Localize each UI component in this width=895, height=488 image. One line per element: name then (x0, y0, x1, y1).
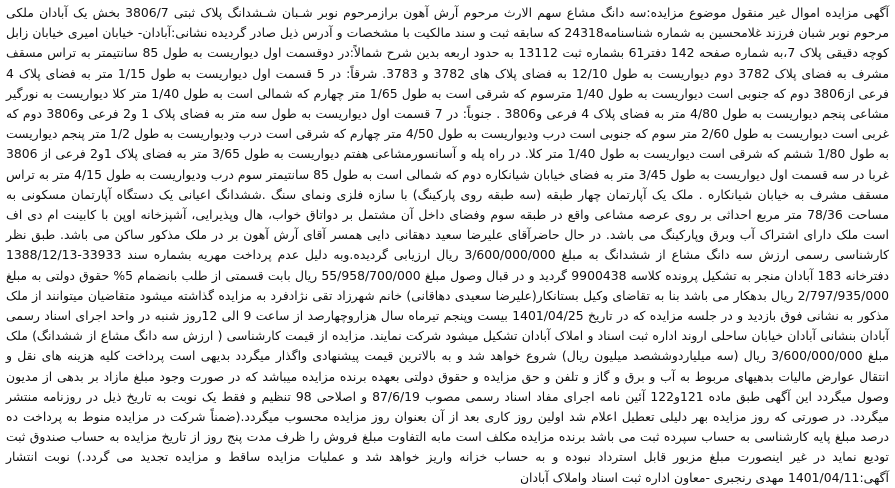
auction-notice-text: آگهی مزایده اموال غیر منقول موضوع مزایده:سه دانگ مشاع سهم الارث مرحوم آرش آهون برازمرحوم نوبر شـبان شـشدانگ پلاک ثبتی 3806/7 بخش یک آبادان ملکی مرحوم نوبر شبان فرزند غلامحسین به شماره شناسنامه24318 که سابقه ثبت و سند مالکیت با مشخصات و آدرس ذیل صادر گردیده نشانی:آبادان- خیابان امیری خیابان زابل کوچه دقیقی پلاک 7،به شماره صفحه 142 دفتر61 بشماره ثبت 13112 به حدود اربعه بدین شرح شمالاً:در دوقسمت اول دیواریست به طول 85 سانتیمتر به تراس مسقف مشرف به فضای پلاک 3782 دوم دیواریست به طول 12/10 به فضای پلاک های 3782 و 3783. شرقاً: در 5 قسمت اول دیواریست به طول 1/15 متر به فضای پلاک 4 فرعی از3806 دوم که جنوبی است دیواریست به طول 1/40 مترسوم که شرقی است به طول 1/65 متر چهارم که شمالی است به طول 1/40 متر کلا دیواریست به نورگیر مشاعی پنجم دیواریست به طول 4/80 متر به فضای پلاک 4 فرعی و3806 . جنوباً: در 7 قسمت اول دیواریست به طول سه متر به فضای پلاک 1 و2 فرعی و3806 دوم که غربی است دیواریست به طول 2/60 متر سوم که جنوبی است درب ودیواریست به طول 4/50 متر چهارم که شرقی است درب ودیواریست به طول 1/2 متر پنجم دیواریست به طول 1/80 ششم که شرقی است دیواریست به طول 1/40 متر کلا. در راه پله و آسانسورمشاعی هفتم دیواریست به طول 3/65 متر به فضای پلاک 1و2 فرعی از 3806 غربا در سه قسمت اول دیواریست به طول 3/45 متر به فضای خیابان شیانکاره دوم که شمالی است به طول 85 سانتیمتر سوم درب ودیواریست به طول 4/15 متر به تراس مسقف مشرف به خیابان شیانکاره . ملک یک آپارتمان چهار طبقه (سه طبقه روی پارکینگ) با سازه فلزی ونمای سنگ .ششدانگ اعیانی یک دستگاه آپارتمان مسکونی به مساحت 78/36 متر مربع احداثی بر روی عرصه مشاعی واقع در طبقه سوم وفضای داخل آن مشتمل بر دواتاق خواب، هال وپذیرایی، آشپزخانه اوپن با کابینت ام دی اف است ملک دارای اشتراک آب وبرق وپارکینگ می باشد. در حال حاضرآقای علیرضا سعید دهقانی دایی همسر آقای آرش آهون بر در ملک مذکور ساکن می باشد. طبق نظر کارشناسی رسمی ارزش سه دانگ مشاع از ششدانگ به مبلغ 3/600/000/000 ریال ارزیابی گردیده.وبه دلیل عدم پرداخت مهریه بشماره سند 33933-1388/12/13 دفترخانه 183 آبادان منجر به تشکیل پرونده کلاسه 9900438 گردید و در قبال وصول مبلغ 55/958/700/000 ریال بابت قسمتی از طلب بانضمام 5% حقوق دولتی به مبلغ 2/797/935/000 ریال بدهکار می باشد بنا به تقاضای وکیل بستانکار(علیرضا سعیدی دهاقانی) خانم شهرزاد تقی نژادفرد به مزایده گذاشته میشود متقاضیان میتوانند از ملک مذکور به نشانی فوق بازدید و در جلسه مزایده که در تاریخ 1401/04/25 بیست وپنجم تیرماه سال هزاروچهارصد از ساعت 9 الی 12روز شنبه در واحد اجرای اسناد رسمی آبادان بنشانی آبادان خیابان ساحلی اروند اداره ثبت اسناد و املاک آبادان تشکیل میشود شرکت نمایند. مزایده از قیمت کارشناسی ( ارزش سه دانگ مشاع از ششدانگ) ملک مبلغ 3/600/000/000 ریال (سه میلیاردوششصد میلیون ریال) شروع خواهد شد و به بالاترین قیمت پیشنهادی واگذار میگردد بدیهی است پرداخت کلیه هزینه های نقل و انتقال عوارض مالیات بدهیهای مربوط به آب و برق و گاز و تلفن و حق مزایده و حقوق دولتی بعهده برنده مزایده میباشد که در صورت وجود مبلغ مازاد بر بدهی از مدیون وصول میگردد این آگهی طبق ماده 121و122 آئین نامه اجرای مفاد اسناد رسمی مصوب 87/6/19 و اصلاحی 98 تنظیم و فقط یک نوبت به تاریخ ذیل در روزنامه منتشر میگردد. در صورتی که روز مزایده بهر دلیلی تعطیل اعلام شد اولین روز کاری بعد از آن بعنوان روز مزایده محسوب میگردد.(ضمناً شرکت در مزایده منوط به پرداخت ده درصد مبلغ پایه کارشناسی به حساب سپرده ثبت می باشد برنده مزایده مکلف است مابه التفاوت مبلغ فروش را ظرف مدت پنج روز از تاریخ مزایده به حساب صندوق ثبت تودیع نماید در غیر اینصورت مبلغ مزبور قابل استرداد نبوده و به حساب خزانه واریز خواهد شد و عملیات مزایده ساقط و مزایده تجدید می گردد.) نوبت انتشار آگهی:1401/04/11 مهدی رنجبری -معاون اداره ثبت اسناد واملاک آبادان (6, 5, 890, 485)
